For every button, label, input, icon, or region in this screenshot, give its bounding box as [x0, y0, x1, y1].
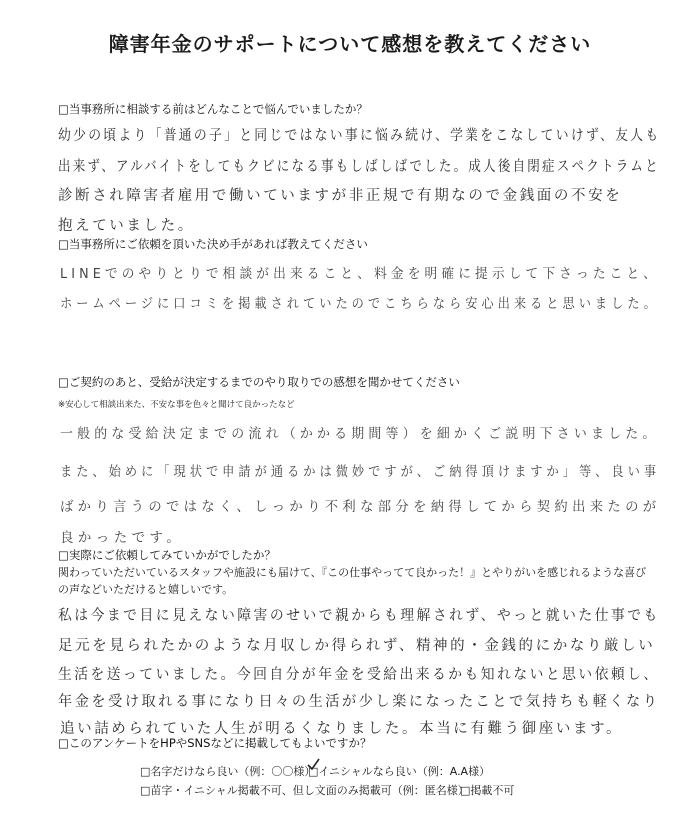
answer-3-line-3: ばかり言うのではなく、しっかり不利な部分を納得してから契約出来たのが: [60, 499, 661, 515]
option-initials-only[interactable]: □イニシャルなら良い（例：A.A様）: [308, 765, 491, 778]
question-3-note: ※安心して相談出来た、不安な事を色々と聞けて良かったなど: [58, 400, 295, 410]
question-5-label: □このアンケートをHPやSNSなどに掲載してもよいですか？: [58, 736, 372, 750]
question-4-intro-line-2: の声などいただけると嬉しいです。: [58, 583, 234, 596]
answer-4-line-5: 追い詰められていた人生が明るくなりました。本当に有難う御座います。: [60, 721, 624, 737]
question-1-label: □当事務所に相談する前はどんなことで悩んでいましたか？: [58, 102, 368, 116]
question-4-intro: [58, 564, 658, 598]
answer-2-line-2: ホームページに口コミを掲載されていたのでこちらなら安心出来ると思いました。: [60, 296, 660, 312]
answer-3-line-2: また、始めに「現状で申請が通るかは微妙ですが、ご納得頂けますか」等、良い事: [60, 464, 661, 480]
option-text-only[interactable]: □苗字・イニシャル掲載不可、但し文面のみ掲載可（例：匿名様）: [140, 784, 469, 797]
question-2-label: □当事務所にご依頼を頂いた決め手があれば教えてください: [58, 237, 368, 251]
option-no-publish[interactable]: □掲載不可: [460, 784, 515, 797]
answer-1-line-1: 幼少の頃より「普通の子」と同じではない事に悩み続け、学業をこなしていけず、友人も: [58, 128, 661, 144]
checkmark-icon: [306, 758, 320, 771]
answer-4-line-1: 私は今まで目に見えない障害のせいで親からも理解されず、やっと就いた仕事でも: [58, 608, 660, 624]
answer-2-line-1: LINEでのやりとりで相談が出来ること、料金を明確に提示して下さったこと、: [60, 266, 661, 282]
answer-3-line-1: 一般的な受給決定までの流れ（かかる期間等）を細かくご説明下さいました。: [60, 426, 660, 442]
answer-1-line-3: 診断され障害者雇用で働いていますが非正規で有期なので金銭面の不安を: [58, 188, 623, 204]
survey-title: 障害年金のサポートについて感想を教えてください: [108, 32, 592, 56]
answer-4-line-3: 生活を送っていました。今回自分が年金を受給出来るかも知れないと思い依頼し、: [58, 667, 660, 683]
question-3-label: □ご契約のあと、受給が決定するまでのやり取りでの感想を聞かせてください: [58, 375, 460, 389]
question-4-label: □実際にご依頼してみていかがでしたか？: [58, 548, 276, 562]
answer-1-line-4: 抱えていました。: [58, 218, 195, 234]
option-surname-only[interactable]: □名字だけなら良い（例：〇〇様）: [140, 765, 316, 778]
answer-4-line-2: 足元を見られたかのような月収しか得られず、精神的・金銭的にかなり厳しい: [58, 638, 656, 654]
answer-3-line-4: 良かったです。: [60, 530, 185, 546]
answer-4-line-4: 年金を受け取れる事になり日々の生活が少し楽になったことで気持ちも軽くなり: [58, 694, 660, 710]
answer-1-line-2: 出来ず、アルバイトをしてもクビになる事もしばしばでした。成人後自閉症スペクトラムと: [58, 159, 660, 175]
question-4-intro-line-1: 関わっていただいているスタッフや施設にも届けて、『この仕事やってて良かった！』とやりがいを感じれるような喜び: [58, 566, 647, 579]
